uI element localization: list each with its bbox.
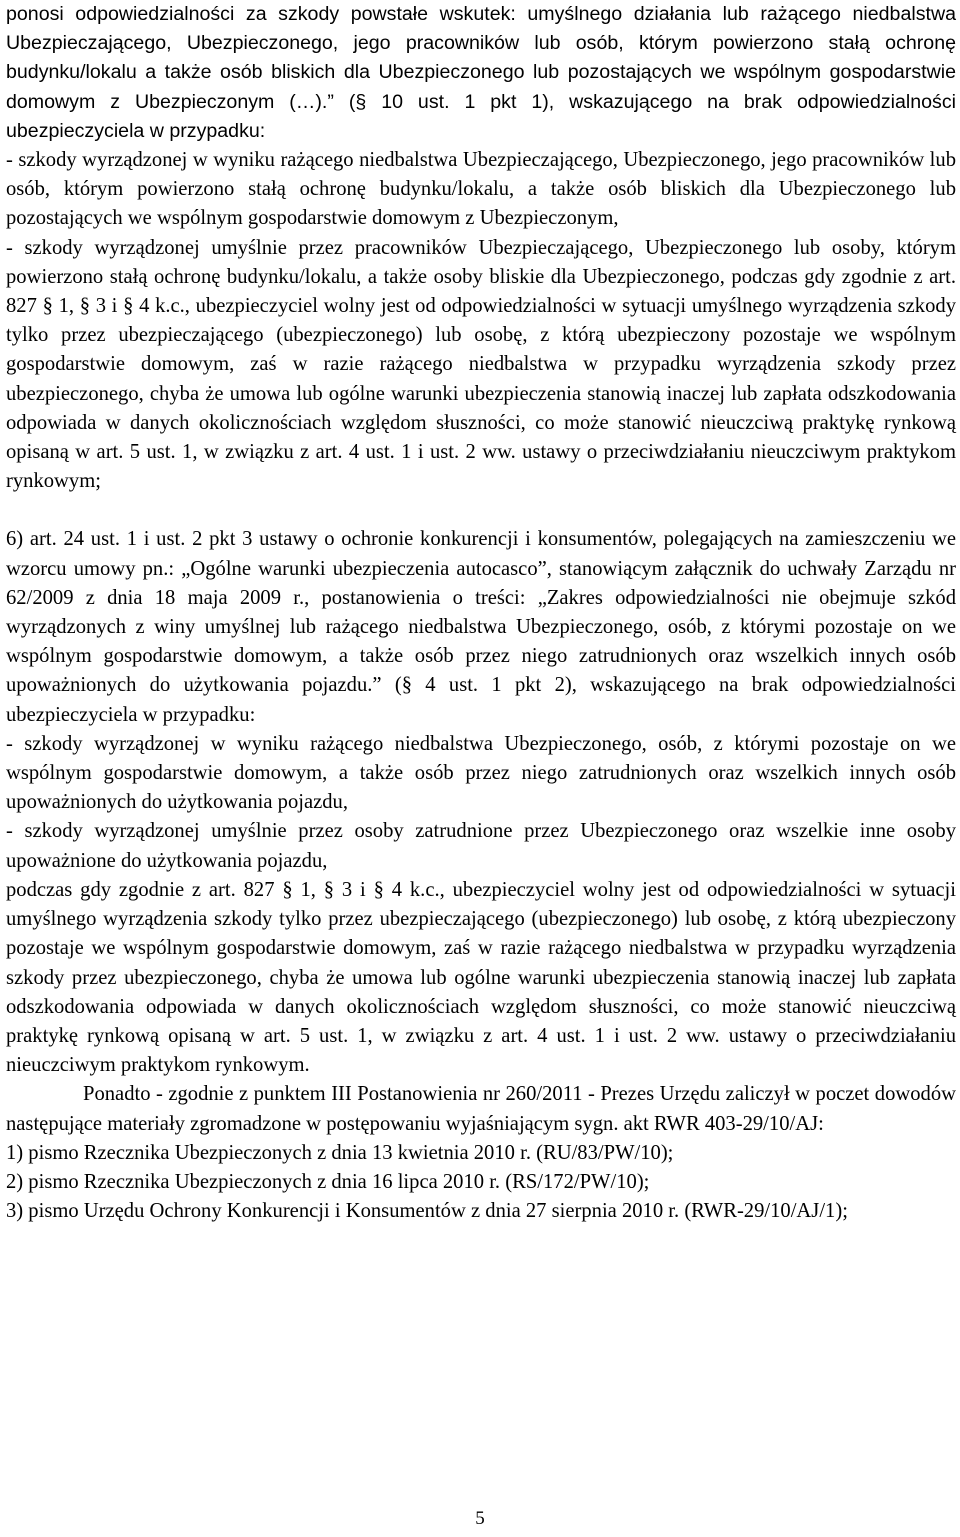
- paragraph-evidence-intro: Ponadto - zgodnie z punktem III Postanowienia nr 260/2011 - Prezes Urzędu zaliczył w poczet dowodów następujące materiały zgromadzone w postępowaniu wyjaśniającym sygn. akt RWR 403-29/10/AJ:: [6, 1083, 956, 1135]
- page-number: 5: [475, 1508, 485, 1529]
- evidence-item-2: 2) pismo Rzecznika Ubezpieczonych z dnia 16 lipca 2010 r. (RS/172/PW/10);: [6, 1170, 650, 1193]
- paragraph-legal-basis: podczas gdy zgodnie z art. 827 § 1, § 3 i § 4 k.c., ubezpieczyciel wolny jest od odpowiedzialności w sytuacji umyślnego wyrządzenia szkody tylko przez ubezpieczającego (ubezpieczonego) lub osobę, z którą ubezpieczony pozostaje we wspólnym gospodarstwie domowym, zaś w razie rażącego niedbalstwa w przypadku wyrządzenia szkody przez ubezpieczonego, chyba że umowa lub ogólne warunki ubezpieczenia stanowią inaczej lub zapłata odszkodowania odpowiada w danych okolicznościach względom słuszności, co może stanowić nieuczciwą praktykę rynkową opisaną w art. 5 ust. 1, w związku z art. 4 ust. 1 i ust. 2 ww. ustawy o przeciwdziałaniu nieuczciwym praktykom rynkowym.: [6, 878, 956, 1077]
- paragraph-continuation: ponosi odpowiedzialności za szkody powstałe wskutek: umyślnego działania lub rażącego niedbalstwa Ubezpieczającego, Ubezpieczonego, jego pracowników lub osób, którym powierzono stałą ochronę budynku/lokalu a także osób bliskich dla Ubezpieczonego lub pozostających we wspólnym gospodarstwie domowym z Ubezpieczonym (…).” (§ 10 ust. 1 pkt 1), wskazującego na brak odpowiedzialności ubezpieczyciela w przypadku:: [6, 3, 956, 142]
- document-body: [6, 0, 956, 1226]
- list-item-dash: - szkody wyrządzonej umyślnie przez pracowników Ubezpieczającego, Ubezpieczonego lub osoby, którym powierzono stałą ochronę budynku/lokalu, a także osoby bliskie dla Ubezpieczonego, podczas gdy zgodnie z art. 827 § 1, § 3 i § 4 k.c., ubezpieczyciel wolny jest od odpowiedzialności w sytuacji umyślnego wyrządzenia szkody tylko przez ubezpieczającego (ubezpieczonego) lub osobę, z którą ubezpieczony pozostaje we wspólnym gospodarstwie domowym, zaś w razie rażącego niedbalstwa w przypadku wyrządzenia szkody przez ubezpieczonego, chyba że umowa lub ogólne warunki ubezpieczenia stanowią inaczej lub zapłata odszkodowania odpowiada w danych okolicznościach względom słuszności, co może stanowić nieuczciwą praktykę rynkową opisaną w art. 5 ust. 1, w związku z art. 4 ust. 1 i ust. 2 ww. ustawy o przeciwdziałaniu nieuczciwym praktykom rynkowym;: [6, 236, 956, 493]
- list-item-dash: - szkody wyrządzonej w wyniku rażącego niedbalstwa Ubezpieczającego, Ubezpieczonego, jego pracowników lub osób, którym powierzono stałą ochronę budynku/lokalu, a także osób bliskich dla Ubezpieczonego lub pozostających we wspólnym gospodarstwie domowym z Ubezpieczonym,: [6, 149, 956, 230]
- evidence-item-3: 3) pismo Urzędu Ochrony Konkurencji i Konsumentów z dnia 27 sierpnia 2010 r. (RWR-29/10/AJ/1);: [6, 1200, 848, 1223]
- evidence-item-1: 1) pismo Rzecznika Ubezpieczonych z dnia 13 kwietnia 2010 r. (RU/83/PW/10);: [6, 1141, 674, 1164]
- list-item-dash: - szkody wyrządzonej umyślnie przez osoby zatrudnione przez Ubezpieczonego oraz wszelkie inne osoby upoważnione do użytkowania pojazdu,: [6, 820, 956, 872]
- numbered-item-6: 6) art. 24 ust. 1 i ust. 2 pkt 3 ustawy o ochronie konkurencji i konsumentów, polegających na zamieszczeniu we wzorcu umowy pn.: „Ogólne warunki ubezpieczenia autocasco”, stanowiącym załącznik do uchwały Zarządu nr 62/2009 z dnia 18 maja 2009 r., postanowienia o treści: „Zakres odpowiedzialności nie obejmuje szkód wyrządzonych z winy umyślnej lub rażącego niedbalstwa Ubezpieczonego, osób, z którymi pozostaje on we wspólnym gospodarstwie domowym, a także osób przez niego zatrudnionych oraz wszelkich innych osób upoważnionych do użytkowania pojazdu.” (§ 4 ust. 1 pkt 2), wskazującego na brak odpowiedzialności ubezpieczyciela w przypadku:: [6, 528, 956, 726]
- list-item-dash: - szkody wyrządzonej w wyniku rażącego niedbalstwa Ubezpieczonego, osób, z którymi pozostaje on we wspólnym gospodarstwie domowym, a także osób przez niego zatrudnionych oraz wszelkich innych osób upoważnionych do użytkowania pojazdu,: [6, 732, 956, 814]
